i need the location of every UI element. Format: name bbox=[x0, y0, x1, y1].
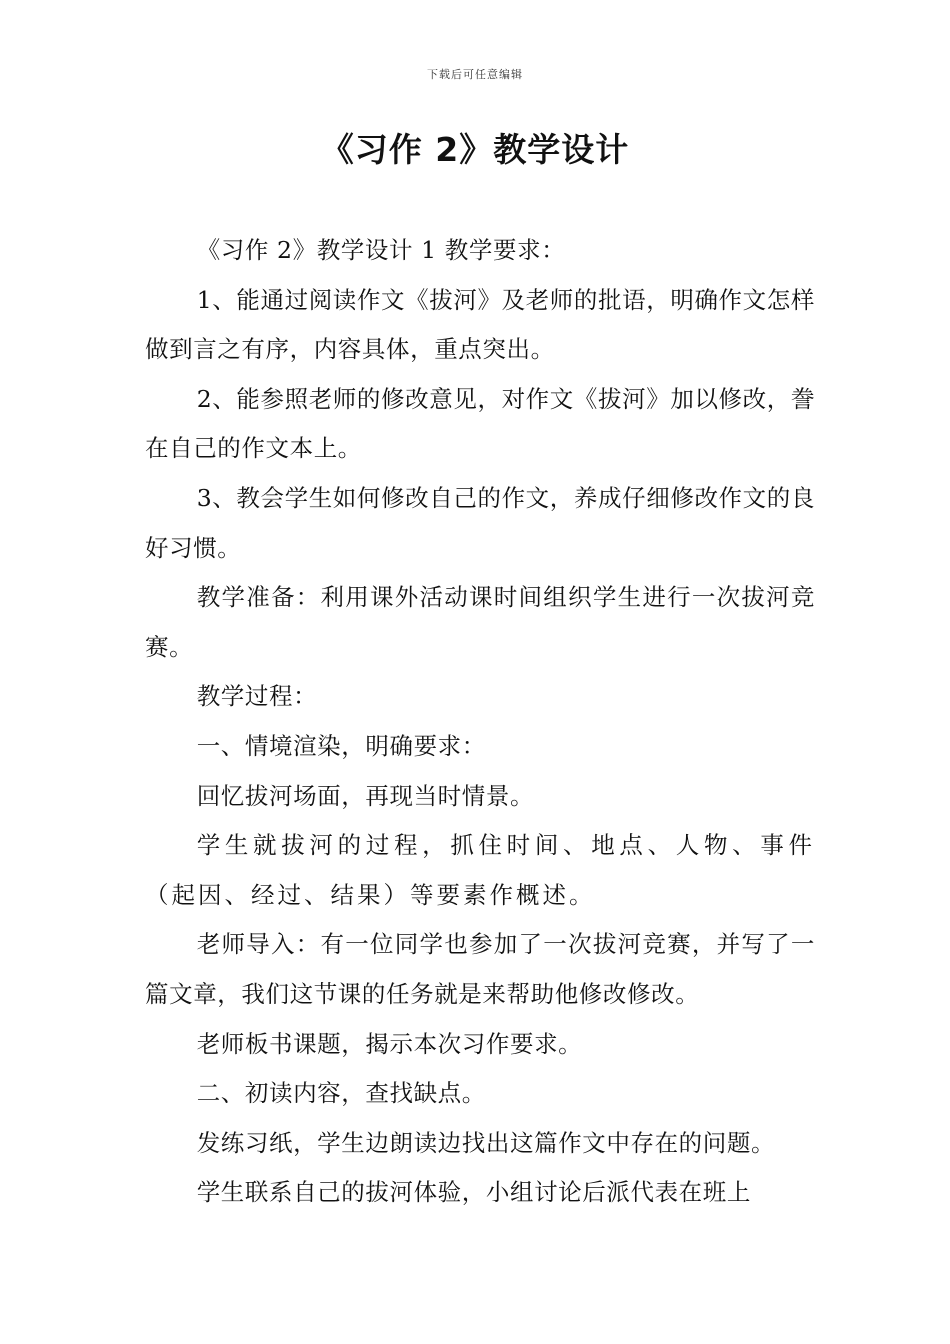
document-title: 《习作 2》教学设计 bbox=[320, 130, 630, 169]
paragraph-blackboard: 老师板书课题，揭示本次习作要求。 bbox=[196, 1029, 583, 1058]
paragraph-requirement-3: 3、教会学生如何修改自己的作文，养成仔细修改作文的良好习惯。 bbox=[145, 483, 815, 562]
paragraph-process-heading: 教学过程： bbox=[196, 682, 318, 711]
paragraph-group-discussion: 学生联系自己的拔河体验，小组讨论后派代表在班上 bbox=[196, 1178, 751, 1207]
paragraph-preparation: 教学准备：利用课外活动课时间组织学生进行一次拔河竞赛。 bbox=[145, 583, 815, 661]
paragraph-section-2-heading: 二、初读内容，查找缺点。 bbox=[196, 1079, 486, 1108]
header-note: 下载后可任意编辑 bbox=[427, 68, 523, 81]
paragraph-worksheet: 发练习纸，学生边朗读边找出这篇作文中存在的问题。 bbox=[196, 1128, 776, 1157]
paragraph-requirement-2: 2、能参照老师的修改意见，对作文《拔河》加以修改，誊在自己的作文本上。 bbox=[145, 384, 815, 463]
paragraph-student-summary: 学生就拔河的过程，抓住时间、地点、人物、事件（起因、经过、结果）等要素作概述。 bbox=[145, 831, 815, 909]
paragraph-teacher-intro: 老师导入：有一位同学也参加了一次拔河竞赛，并写了一篇文章，我们这节课的任务就是来帮助他修改修改。 bbox=[145, 930, 815, 1008]
paragraph-recall: 回忆拔河场面，再现当时情景。 bbox=[196, 781, 535, 810]
paragraph-requirements-heading: 《习作 2》教学设计 1 教学要求： bbox=[196, 236, 566, 264]
document-body bbox=[145, 226, 815, 1218]
paragraph-requirement-1: 1、能通过阅读作文《拔河》及老师的批语，明确作文怎样做到言之有序，内容具体，重点突出。 bbox=[145, 285, 815, 364]
paragraph-section-1-heading: 一、情境渲染，明确要求： bbox=[196, 731, 486, 760]
